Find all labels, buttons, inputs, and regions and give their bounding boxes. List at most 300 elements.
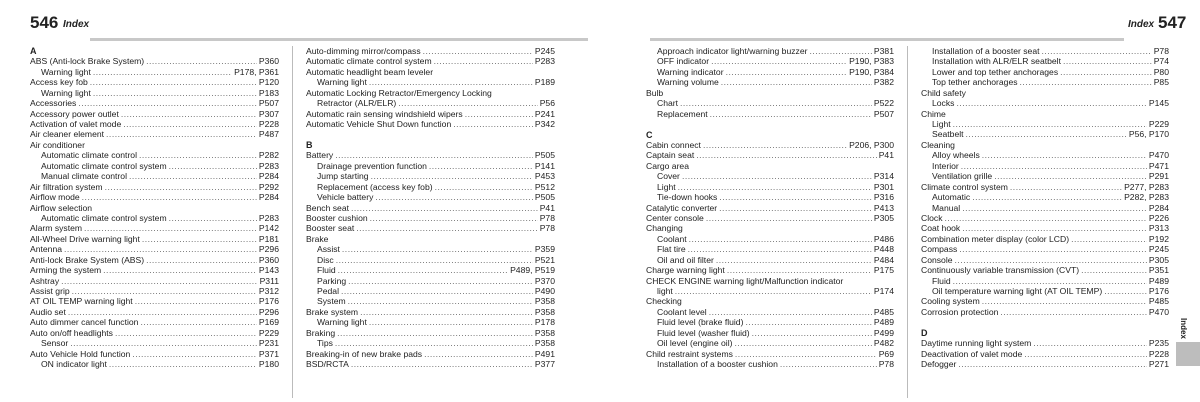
dot-leader [689, 234, 872, 244]
entry-page-ref: P284 [1148, 202, 1169, 213]
entry-page-ref: P370 [534, 275, 555, 286]
entry-page-ref: P85 [1153, 77, 1169, 88]
entry-term: Anti-lock Brake System (ABS) [30, 254, 145, 265]
index-entry [921, 140, 1169, 150]
entry-term: Fluid [932, 275, 951, 286]
entry-page-ref: P141 [534, 160, 555, 171]
dot-leader [64, 244, 257, 254]
index-entry [306, 213, 555, 223]
dot-leader [434, 56, 533, 66]
entry-page-ref: P283 [534, 56, 555, 67]
entry-page-ref: P377 [534, 359, 555, 370]
index-entry [30, 150, 279, 160]
index-entry [306, 182, 555, 192]
index-entry [30, 307, 279, 317]
index-entry [30, 297, 279, 307]
index-entry [646, 150, 894, 160]
index-entry [921, 338, 1169, 348]
index-entry [306, 276, 555, 286]
index-entry [921, 150, 1169, 160]
index-entry [30, 161, 279, 171]
index-entry [30, 182, 279, 192]
entry-term: Brake [306, 233, 329, 244]
entry-page-ref: P78 [1153, 45, 1169, 56]
dot-leader [953, 119, 1147, 129]
dot-leader [682, 171, 872, 181]
index-entry [921, 244, 1169, 254]
index-entry [30, 349, 279, 359]
dot-leader [348, 276, 533, 286]
dot-leader [132, 349, 257, 359]
entry-term: Accessory power outlet [30, 108, 119, 119]
entry-page-ref: P142 [258, 223, 279, 234]
index-entry [306, 265, 555, 275]
dot-leader [727, 265, 872, 275]
entry-term: Auto Vehicle Hold function [30, 348, 131, 359]
entry-term: Replacement [657, 108, 708, 119]
entry-term: Installation of a booster seat [932, 45, 1040, 56]
index-entry [30, 286, 279, 296]
dot-leader [780, 359, 877, 369]
dot-leader [696, 150, 876, 160]
index-entry [306, 56, 555, 66]
dot-leader [360, 307, 533, 317]
dot-leader [1071, 234, 1147, 244]
index-entry [921, 265, 1169, 275]
dot-leader [745, 317, 871, 327]
entry-term: Seatbelt [932, 129, 964, 140]
dot-leader [958, 359, 1147, 369]
entry-term: Checking [646, 296, 682, 307]
entry-page-ref: P484 [873, 254, 894, 265]
index-entry [646, 349, 894, 359]
entry-term: Clock [921, 212, 943, 223]
dot-leader [1042, 46, 1152, 56]
index-entry [30, 130, 279, 140]
entry-term: BSD/RCTA [306, 359, 349, 370]
dot-leader [335, 338, 533, 348]
index-entry [921, 109, 1169, 119]
index-entry [306, 171, 555, 181]
entry-term: Daytime running light system [921, 338, 1032, 349]
dot-leader [369, 317, 533, 327]
dot-leader [735, 349, 877, 359]
entry-page-ref: P283 [258, 160, 279, 171]
index-entry [921, 119, 1169, 129]
entry-term: Air conditioner [30, 139, 85, 150]
entry-term: OFF indicator [657, 56, 710, 67]
entry-term: Retractor (ALR/ELR) [317, 98, 397, 109]
entry-term: Automatic climate control [41, 150, 137, 161]
index-entry [30, 77, 279, 87]
entry-page-ref: P358 [534, 338, 555, 349]
dot-leader [103, 265, 257, 275]
index-entry [646, 46, 894, 56]
dot-leader [982, 296, 1147, 306]
right-page-title: Index [1128, 19, 1155, 30]
index-entry [921, 359, 1169, 369]
entry-page-ref: P189 [534, 77, 555, 88]
entry-term: Ashtray [30, 275, 60, 286]
entry-page-ref: P78 [539, 212, 555, 223]
index-entry [30, 109, 279, 119]
dot-leader [1033, 338, 1147, 348]
side-tab-label: Index [1179, 318, 1188, 339]
entry-page-ref: P190, P383 [849, 56, 894, 67]
entry-page-ref: P292 [258, 181, 279, 192]
index-column-3 [646, 46, 894, 370]
right-header-rule [650, 38, 1124, 41]
entry-page-ref: P175 [873, 265, 894, 276]
index-entry [921, 130, 1169, 140]
dot-leader [335, 150, 533, 160]
entry-term: Arming the system [30, 265, 102, 276]
entry-page-ref: P512 [534, 181, 555, 192]
entry-page-ref: P169 [258, 317, 279, 328]
entry-term: Automatic Locking Retractor/Emergency Locking [306, 87, 492, 98]
dot-leader [688, 244, 872, 254]
entry-term: Breaking-in of new brake pads [306, 348, 423, 359]
entry-page-ref: P312 [258, 286, 279, 297]
index-entry [646, 109, 894, 119]
index-entry [921, 255, 1169, 265]
entry-page-ref: P342 [534, 119, 555, 130]
entry-term: Climate control system [921, 181, 1008, 192]
dot-leader [994, 171, 1147, 181]
index-entry [30, 213, 279, 223]
entry-term: Assist grip [30, 286, 70, 297]
index-entry [30, 67, 279, 77]
entry-term: Locks [932, 98, 955, 109]
index-entry [306, 244, 555, 254]
entry-page-ref: P505 [534, 192, 555, 203]
dot-leader [398, 98, 537, 108]
index-entry [30, 265, 279, 275]
entry-page-ref: P69 [878, 348, 894, 359]
index-entry [306, 359, 555, 369]
entry-page-ref: P241 [534, 108, 555, 119]
entry-page-ref: P522 [873, 98, 894, 109]
dot-leader [1104, 286, 1147, 296]
entry-page-ref: P471 [1148, 160, 1169, 171]
entry-page-ref: P284 [258, 171, 279, 182]
dot-leader [84, 223, 257, 233]
entry-term: Fluid [317, 265, 336, 276]
index-entry [646, 171, 894, 181]
index-entry [30, 255, 279, 265]
dot-leader [1063, 56, 1152, 66]
entry-term: Cleaning [921, 139, 955, 150]
dot-leader [953, 276, 1147, 286]
entry-term: Automatic headlight beam leveler [306, 66, 434, 77]
index-entry [30, 338, 279, 348]
column-divider [907, 46, 908, 398]
entry-term: Battery [306, 150, 334, 161]
index-entry [921, 307, 1169, 317]
index-entry [306, 349, 555, 359]
entry-page-ref: P448 [873, 244, 894, 255]
entry-page-ref: P271 [1148, 359, 1169, 370]
left-header-rule [90, 38, 588, 41]
entry-term: Oil level (engine oil) [657, 338, 733, 349]
dot-leader [93, 88, 257, 98]
entry-term: Changing [646, 223, 683, 234]
dot-leader [734, 338, 871, 348]
entry-page-ref: P351 [1148, 265, 1169, 276]
index-entry [30, 359, 279, 369]
entry-page-ref: P80 [1153, 66, 1169, 77]
entry-page-ref: P381 [873, 45, 894, 56]
index-entry [646, 276, 894, 286]
entry-page-ref: P482 [873, 338, 894, 349]
index-entry [30, 192, 279, 202]
index-entry [921, 77, 1169, 87]
index-entry [646, 77, 894, 87]
index-entry [646, 67, 894, 77]
entry-term: Automatic Vehicle Shut Down function [306, 119, 452, 130]
entry-page-ref: P360 [258, 56, 279, 67]
dot-leader [72, 286, 257, 296]
dot-leader [337, 328, 533, 338]
dot-leader [972, 192, 1122, 202]
dot-leader [351, 203, 538, 213]
index-entry [306, 161, 555, 171]
dot-leader [962, 223, 1147, 233]
entry-term: Booster cushion [306, 212, 368, 223]
entry-term: Coolant level [657, 306, 707, 317]
entry-page-ref: P314 [873, 171, 894, 182]
entry-term: Installation with ALR/ELR seatbelt [932, 56, 1061, 67]
entry-term: Automatic climate control system [41, 212, 167, 223]
entry-page-ref: P485 [1148, 296, 1169, 307]
entry-term: Manual climate control [41, 171, 127, 182]
index-entry [306, 297, 555, 307]
index-entry [30, 223, 279, 233]
entry-term: Auto-dimming mirror/compass [306, 45, 421, 56]
index-entry [646, 317, 894, 327]
index-entry [306, 109, 555, 119]
entry-term: Warning light [41, 87, 91, 98]
entry-term: Pedal [317, 286, 339, 297]
entry-term: AT OIL TEMP warning light [30, 296, 133, 307]
index-entry [30, 98, 279, 108]
entry-term: Air filtration system [30, 181, 103, 192]
entry-term: Booster seat [306, 223, 355, 234]
index-entry [30, 56, 279, 66]
entry-page-ref: P382 [873, 77, 894, 88]
entry-page-ref: P176 [258, 296, 279, 307]
dot-leader [711, 56, 847, 66]
entry-term: Coat hook [921, 223, 961, 234]
index-entry [306, 88, 555, 98]
section-letter: B [306, 139, 313, 150]
index-entry [921, 297, 1169, 307]
entry-term: Warning light [41, 66, 91, 77]
index-entry [306, 234, 555, 244]
entry-term: Parking [317, 275, 347, 286]
index-entry [30, 317, 279, 327]
dot-leader [341, 286, 533, 296]
dot-leader [169, 213, 257, 223]
index-entry [921, 213, 1169, 223]
index-entry [921, 67, 1169, 77]
index-entry [646, 234, 894, 244]
dot-leader [709, 307, 872, 317]
entry-term: CHECK ENGINE warning light/Malfunction indicator [646, 275, 844, 286]
entry-term: Light [932, 119, 951, 130]
entry-page-ref: P507 [873, 108, 894, 119]
entry-page-ref: P296 [258, 244, 279, 255]
entry-page-ref: P489 [1148, 275, 1169, 286]
entry-term: Bench seat [306, 202, 349, 213]
entry-term: Warning volume [657, 77, 719, 88]
dot-leader [70, 338, 257, 348]
dot-leader [109, 359, 257, 369]
entry-term: Auto on/off headlights [30, 327, 113, 338]
entry-term: Auto dimmer cancel function [30, 317, 139, 328]
entry-page-ref: P313 [1148, 223, 1169, 234]
dot-leader [424, 349, 533, 359]
index-entry [921, 223, 1169, 233]
index-entry [30, 276, 279, 286]
entry-term: Automatic climate control system [306, 56, 432, 67]
entry-page-ref: P359 [534, 244, 555, 255]
side-thumb-tab [1176, 342, 1200, 366]
index-entry [306, 338, 555, 348]
dot-leader [423, 46, 533, 56]
index-entry [646, 182, 894, 192]
index-entry [306, 192, 555, 202]
dot-leader [706, 213, 872, 223]
entry-term: Automatic climate control system [41, 160, 167, 171]
entry-page-ref: P229 [1148, 119, 1169, 130]
entry-term: Warning light [317, 317, 367, 328]
entry-term: Disc [317, 254, 334, 265]
entry-term: Automatic [932, 192, 971, 203]
dot-leader [369, 77, 533, 87]
index-entry [646, 192, 894, 202]
dot-leader [370, 213, 538, 223]
entry-term: Coolant [657, 233, 687, 244]
entry-term: Ventilation grille [932, 171, 993, 182]
dot-leader [90, 77, 257, 87]
index-entry [306, 46, 555, 56]
index-entry [306, 98, 555, 108]
dot-leader [135, 296, 257, 306]
right-page-header [646, 10, 1190, 36]
dot-leader [719, 192, 872, 202]
dot-leader [105, 182, 257, 192]
entry-page-ref: P282, P283 [1124, 192, 1169, 203]
index-entry [646, 297, 894, 307]
entry-page-ref: P491 [534, 348, 555, 359]
entry-term: Light [657, 181, 676, 192]
dot-leader [169, 161, 257, 171]
dot-leader [961, 161, 1147, 171]
index-entry [306, 119, 555, 129]
entry-term: Vehicle battery [317, 192, 374, 203]
entry-term: Catalytic converter [646, 202, 718, 213]
entry-page-ref: P181 [258, 233, 279, 244]
entry-term: Interior [932, 160, 959, 171]
entry-page-ref: P41 [878, 150, 894, 161]
index-entry [646, 338, 894, 348]
dot-leader [93, 67, 232, 77]
entry-term: Defogger [921, 359, 957, 370]
dot-leader [356, 223, 537, 233]
dot-leader [716, 255, 872, 265]
entry-term: Top tether anchorages [932, 77, 1018, 88]
entry-page-ref: P413 [873, 202, 894, 213]
index-entry [921, 203, 1169, 213]
index-entry [921, 182, 1169, 192]
section-letter: A [30, 46, 37, 56]
dot-leader [962, 203, 1147, 213]
entry-page-ref: P487 [258, 129, 279, 140]
entry-page-ref: P470 [1148, 150, 1169, 161]
index-entry [646, 88, 894, 98]
dot-leader [719, 203, 872, 213]
index-entry [306, 255, 555, 265]
entry-term: Cooling system [921, 296, 980, 307]
entry-term: Access key fob [30, 77, 88, 88]
dot-leader [1024, 349, 1147, 359]
dot-leader [955, 255, 1147, 265]
entry-term: Combination meter display (color LCD) [921, 233, 1070, 244]
dot-leader [435, 182, 533, 192]
entry-page-ref: P176 [1148, 286, 1169, 297]
dot-leader [1060, 67, 1152, 77]
entry-page-ref: P235 [1148, 338, 1169, 349]
index-entry [646, 98, 894, 108]
entry-term: Charge warning light [646, 265, 725, 276]
dot-leader [342, 244, 533, 254]
dot-leader [1000, 307, 1147, 317]
entry-page-ref: P283 [258, 212, 279, 223]
index-entry [646, 140, 894, 150]
entry-page-ref: P228 [258, 119, 279, 130]
section-letter: D [921, 327, 928, 338]
entry-term: Deactivation of valet mode [921, 348, 1023, 359]
entry-page-ref: P78 [878, 359, 894, 370]
dot-leader [78, 98, 257, 108]
dot-leader [140, 317, 256, 327]
index-entry [306, 150, 555, 160]
entry-term: Lower and top tether anchorages [932, 66, 1059, 77]
dot-leader [429, 161, 533, 171]
entry-page-ref: P143 [258, 265, 279, 276]
dot-leader [146, 255, 257, 265]
entry-page-ref: P490 [534, 286, 555, 297]
entry-page-ref: P305 [1148, 254, 1169, 265]
entry-term: Alarm system [30, 223, 83, 234]
entry-term: Chime [921, 108, 946, 119]
dot-leader [752, 328, 872, 338]
dot-leader [966, 129, 1127, 139]
entry-term: Console [921, 254, 953, 265]
dot-leader [121, 109, 257, 119]
dot-leader [1010, 182, 1122, 192]
entry-term: Air cleaner element [30, 129, 105, 140]
right-page-number: 547 [1158, 13, 1187, 32]
index-entry [921, 46, 1169, 56]
entry-term: Child restraint systems [646, 348, 733, 359]
entry-term: light [657, 286, 673, 297]
entry-term: Cargo area [646, 160, 689, 171]
dot-leader [375, 192, 533, 202]
entry-term: Oil temperature warning light (AT OIL TEMP) [932, 286, 1103, 297]
entry-term: Tie-down hooks [657, 192, 718, 203]
